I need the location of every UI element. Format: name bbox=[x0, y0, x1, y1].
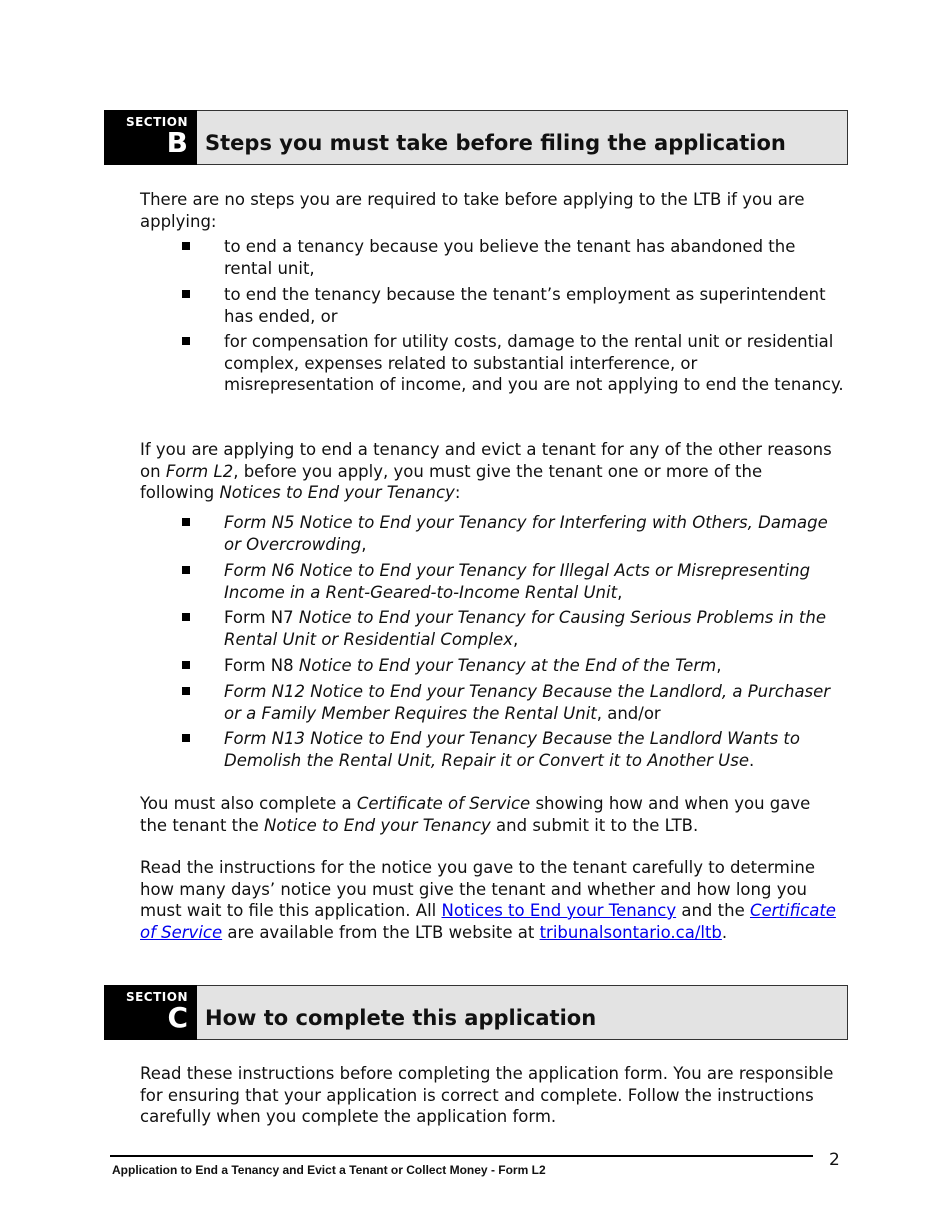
section-c-title-bar bbox=[197, 985, 848, 1040]
section-b-title: Steps you must take before filing the application bbox=[205, 131, 786, 155]
text-run: You must also complete a bbox=[140, 794, 357, 813]
text-run: , before you apply, you must give the tenant one or more of the following bbox=[140, 461, 763, 502]
section-b-paragraph-4 bbox=[140, 857, 840, 943]
section-b-tab bbox=[104, 110, 197, 165]
text-run: . bbox=[721, 922, 728, 942]
bullet-icon bbox=[182, 687, 190, 695]
text-run: , and/or bbox=[596, 703, 661, 723]
notice-title: Form N12 Notice to End your Tenancy Because the Landlord, a Purchaser or a Family Member Requires the Rental Unit bbox=[224, 682, 831, 723]
notice-title: Form N5 Notice to End your Tenancy for Interfering with Others, Damage or Overcrowding bbox=[224, 513, 828, 554]
ltb-website-link[interactable]: tribunalsontario.ca/ltb bbox=[539, 922, 722, 942]
section-label: SECTION bbox=[125, 115, 188, 129]
text-run: : bbox=[454, 483, 461, 502]
page-number: 2 bbox=[829, 1150, 840, 1170]
section-b-paragraph-2 bbox=[140, 439, 840, 504]
certificate-of-service-link[interactable]: Certificate of Service bbox=[140, 901, 836, 942]
text-run: Read the instructions for the notice you gave to the tenant carefully to determine how many days’ notice you must give the tenant and whether and how long you must wait to file this application. All bbox=[140, 858, 816, 920]
notice-title: Notice to End your Tenancy at the End of the Term bbox=[298, 656, 717, 675]
section-b-intro: There are no steps you are required to take before applying to the LTB if you are applying: bbox=[140, 190, 805, 231]
notice-item-n12 bbox=[224, 681, 844, 724]
bullet-icon bbox=[182, 613, 190, 621]
notices-link[interactable]: Notices to End your Tenancy bbox=[441, 901, 677, 920]
bullet-icon bbox=[182, 734, 190, 742]
section-c-header bbox=[104, 985, 848, 1040]
text-run: and the bbox=[676, 901, 750, 920]
notice-item-n5 bbox=[224, 512, 844, 555]
text-run: are available from the LTB website at bbox=[222, 922, 540, 942]
notice-title: Form N6 Notice to End your Tenancy for Illegal Acts or Misrepresenting Income in a Rent-Geared-to-Income Rental Unit bbox=[224, 561, 811, 602]
notice-name: Notices to End your Tenancy bbox=[219, 483, 455, 502]
bullet-icon bbox=[182, 518, 190, 526]
section-c-tab bbox=[104, 985, 197, 1040]
text-run: , bbox=[512, 629, 519, 649]
form-name: Form L2 bbox=[165, 461, 234, 481]
notice-title: Form N13 Notice to End your Tenancy Because the Landlord Wants to Demolish the Rental Unit, Repair it or Convert it to Another Use bbox=[224, 729, 800, 770]
section-letter: B bbox=[166, 126, 188, 159]
list-item: for compensation for utility costs, damage to the rental unit or residential complex, expenses related to substantial interference, or misrepresentation of income, and you are not applying to end the tenancy. bbox=[224, 332, 844, 394]
bullet-icon bbox=[182, 242, 190, 250]
text-run: and submit it to the LTB. bbox=[490, 815, 699, 835]
list-item: to end the tenancy because the tenant’s employment as superintendent has ended, or bbox=[224, 285, 826, 326]
section-label: SECTION bbox=[125, 990, 188, 1004]
notice-name: Notice to End your Tenancy bbox=[264, 815, 491, 835]
list-item: to end a tenancy because you believe the tenant has abandoned the rental unit, bbox=[224, 237, 796, 278]
section-c-intro: Read these instructions before completing the application form. You are responsible for ensuring that your application is correct and complete. Follow the instructions carefully when you complete the application form. bbox=[140, 1064, 834, 1126]
bullet-icon bbox=[182, 661, 190, 669]
notice-item-n13 bbox=[224, 728, 844, 771]
text-run: showing how and when you gave the tenant the bbox=[140, 794, 811, 835]
text-run: , bbox=[617, 582, 623, 602]
notice-item-n6 bbox=[224, 560, 844, 603]
text-run: , bbox=[716, 656, 722, 675]
footer-divider bbox=[110, 1155, 813, 1157]
text-run: If you are applying to end a tenancy and evict a tenant for any of the other reasons on bbox=[140, 440, 832, 481]
notice-item-n7 bbox=[224, 607, 844, 650]
footer-title: Application to End a Tenancy and Evict a Tenant or Collect Money - Form L2 bbox=[112, 1163, 546, 1177]
notice-title: Notice to End your Tenancy for Causing Serious Problems in the Rental Unit or Residential Complex bbox=[224, 608, 827, 649]
text-run: Form N7 bbox=[224, 608, 299, 627]
bullet-icon bbox=[182, 337, 190, 345]
section-b-header bbox=[104, 110, 848, 165]
text-run: Form N8 bbox=[224, 656, 299, 675]
section-letter: C bbox=[167, 1001, 188, 1034]
text-run: . bbox=[748, 750, 755, 770]
notice-item-n8 bbox=[224, 655, 844, 677]
section-b-paragraph-3 bbox=[140, 793, 840, 836]
certificate-name: Certificate of Service bbox=[356, 794, 531, 813]
section-c-title: How to complete this application bbox=[205, 1006, 597, 1030]
text-run: , bbox=[361, 534, 367, 554]
section-b-title-bar bbox=[197, 110, 848, 165]
bullet-icon bbox=[182, 290, 190, 298]
bullet-icon bbox=[182, 566, 190, 574]
